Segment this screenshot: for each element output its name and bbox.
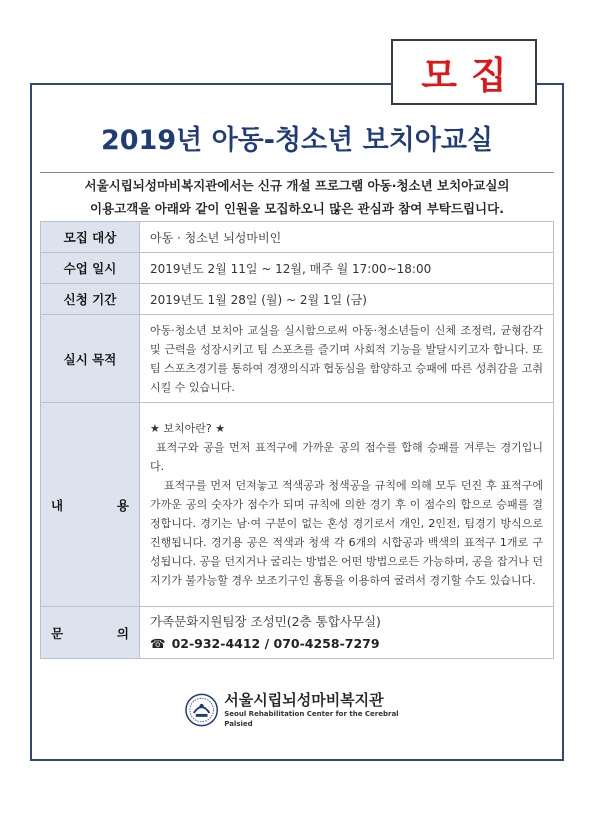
- page-title: 2019년 아동-청소년 보치아교실: [100, 125, 494, 156]
- contact-phone: 02-932-4412 / 070-4258-7279: [171, 635, 380, 651]
- phone-icon: ☎: [150, 635, 166, 651]
- table-row-apply: [41, 284, 554, 315]
- footer-center-sub: Seoul Rehabilitation Center for the Cerebral Palsied: [224, 710, 399, 728]
- recruit-badge-text: 모집: [421, 54, 521, 97]
- recruit-badge: [391, 39, 537, 105]
- intro-line-1: 서울시립뇌성마비복지관에서는 신규 개설 프로그램 아동·청소년 보치아교실의: [84, 178, 510, 193]
- content-heading: ★ 보치아란? ★: [150, 422, 226, 435]
- label-content: 내 용: [41, 403, 140, 607]
- label-target: 모집 대상: [41, 222, 140, 253]
- table-row-purpose: [41, 315, 554, 403]
- value-purpose: 아동·청소년 보치아 교실을 실시함으로써 아동·청소년들이 신체 조정력, 균형감각 및 근력을 성장시키고 팀 스포츠를 즐기며 사회적 기능을 발달시키고자 합니다. 또 팀 스포츠경기를 통하여 경쟁의식과 협동심을 함양하고 승패에 따른 성취감을 고취시킬 수 있습니다.: [140, 315, 554, 403]
- label-apply: 신청 기간: [41, 284, 140, 315]
- footer-logo: [185, 690, 425, 730]
- label-inquiry: 문 의: [41, 607, 140, 659]
- center-emblem-icon: [185, 693, 218, 727]
- table-row-inquiry: [41, 607, 554, 659]
- table-row-content: [41, 403, 554, 607]
- value-schedule: 2019년도 2월 11일 ~ 12월, 매주 월 17:00~18:00: [140, 253, 554, 284]
- table-row-schedule: [41, 253, 554, 284]
- intro-line-2: 이용고객을 아래와 같이 인원을 모집하오니 많은 관심과 참여 부탁드립니다.: [90, 201, 504, 216]
- footer-text: [224, 691, 425, 729]
- value-target: 아동 · 청소년 뇌성마비인: [140, 222, 554, 253]
- contact-phone-line: [150, 633, 543, 655]
- value-content: [140, 403, 554, 607]
- intro-text: [40, 172, 554, 220]
- info-table: [40, 221, 554, 659]
- table-row-target: [41, 222, 554, 253]
- contact-name: 가족문화지원팀장 조성민(2층 통합사무실): [150, 613, 381, 629]
- content-paragraph-1: 표적구와 공을 먼저 표적구에 가까운 공의 점수를 합해 승패를 겨루는 경기입니다.: [150, 441, 543, 473]
- content-paragraph-2: 표적구를 먼저 던져놓고 적색공과 청색공을 규칙에 의해 모두 던진 후 표적구에 가까운 공의 숫자가 점수가 되며 규칙에 의한 경기 후 이 점수의 합으로 승패를 결정합니다. 경기는 남·여 구분이 없는 혼성 경기로서 개인, 2인전, 팀경기 방식으로 진행됩니다. 경기용 공은 적색과 청색 각 6개의 시합공과 백색의 표적구 1개로 구성됩니다. 공을 던지거나 굴리는 방법은 어떤 방법으로든 가능하며, 공을 잡거나 던지기가 불가능할 경우 보조기구인 홈통을 이용하여 굴려서 경기할 수도 있습니다.: [150, 479, 543, 587]
- label-purpose: 실시 목적: [41, 315, 140, 403]
- footer-center-name: 서울시립뇌성마비복지관: [224, 691, 384, 709]
- label-schedule: 수업 일시: [41, 253, 140, 284]
- value-apply: 2019년도 1월 28일 (월) ~ 2월 1일 (금): [140, 284, 554, 315]
- value-inquiry: [140, 607, 554, 659]
